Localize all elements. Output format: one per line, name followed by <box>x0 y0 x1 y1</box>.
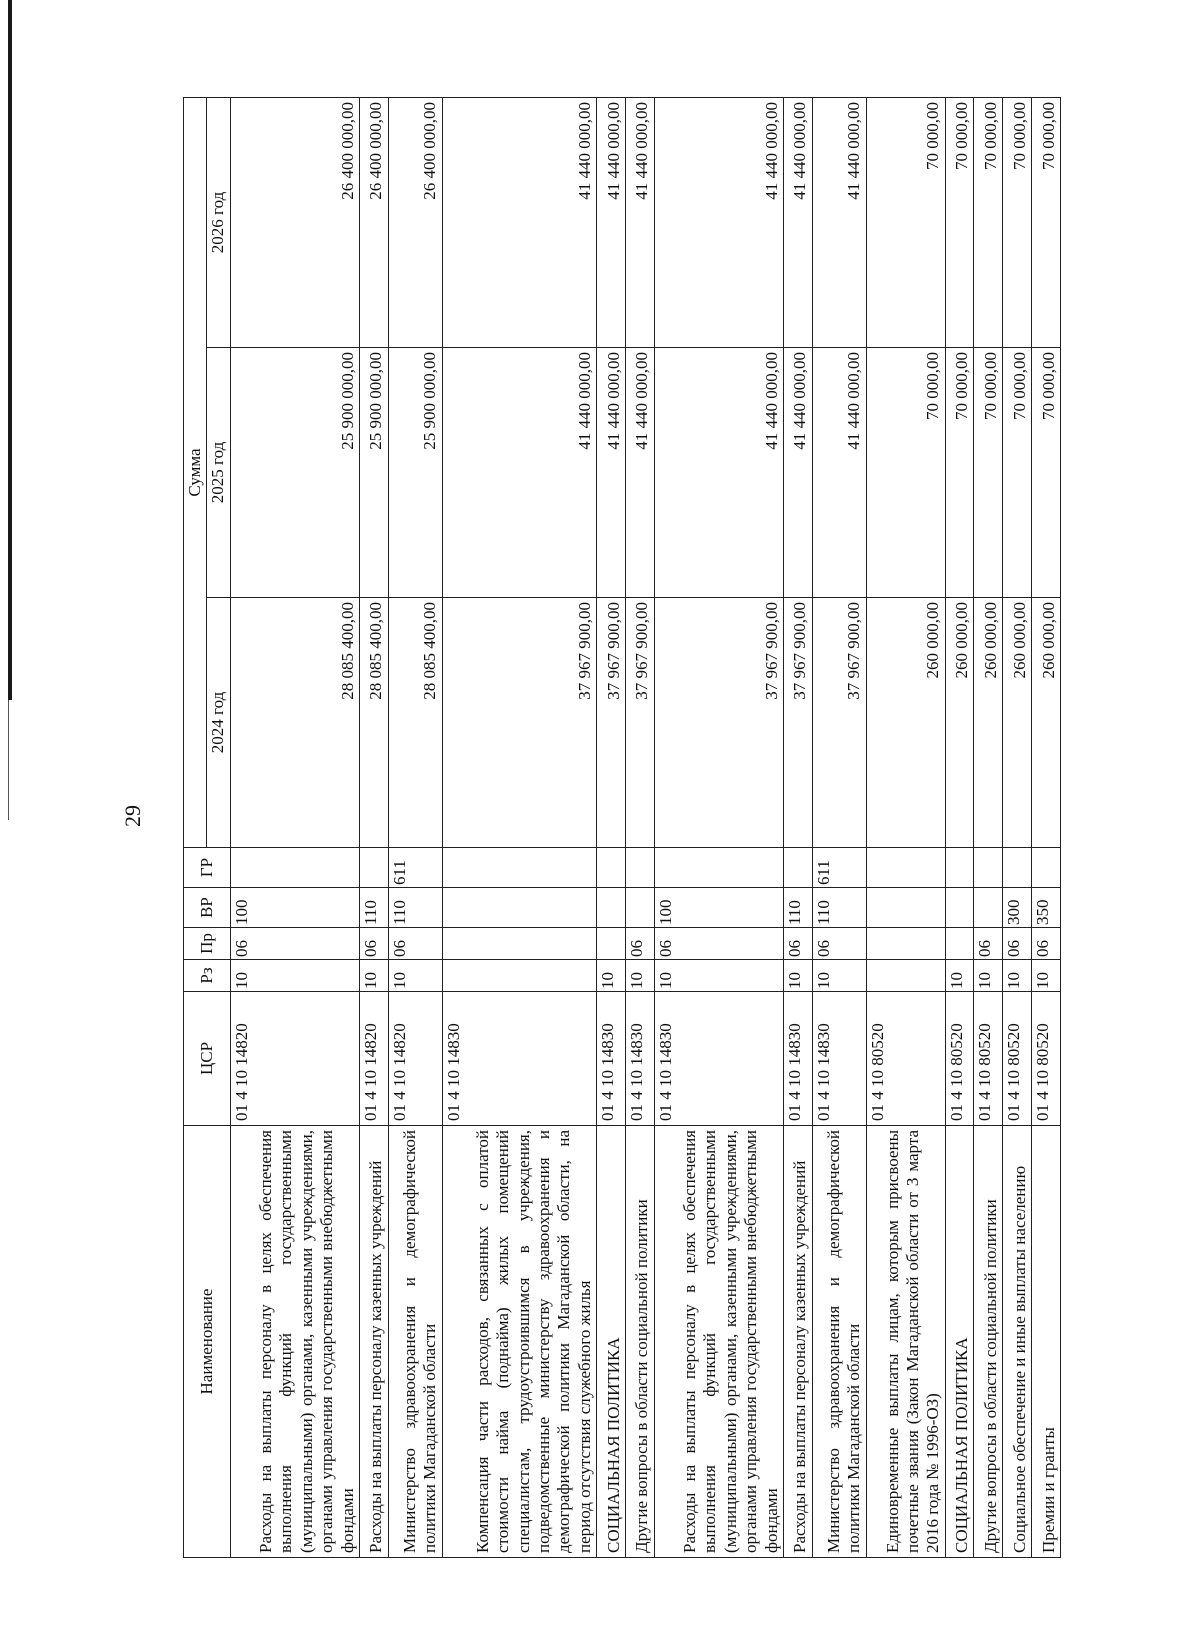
cell-vr <box>442 888 596 928</box>
cell-vr: 300 <box>1003 888 1032 928</box>
cell-pr <box>945 928 974 960</box>
cell-2026: 26 400 000,00 <box>230 98 359 348</box>
table-row <box>230 98 359 1558</box>
cell-2026: 41 440 000,00 <box>442 98 596 348</box>
cell-csr: 01 4 10 80520 <box>945 992 974 1126</box>
cell-csr: 01 4 10 14820 <box>388 992 442 1126</box>
cell-2025: 41 440 000,00 <box>654 348 783 598</box>
header-sum: Сумма <box>184 98 207 848</box>
cell-rz: 10 <box>654 960 783 992</box>
cell-2026: 70 000,00 <box>945 98 974 348</box>
cell-vr: 110 <box>388 888 442 928</box>
cell-rz: 10 <box>230 960 359 992</box>
cell-vr <box>945 888 974 928</box>
cell-csr: 01 4 10 80520 <box>1032 992 1061 1126</box>
table-row <box>812 98 866 1558</box>
table-row <box>625 98 654 1558</box>
cell-rz: 10 <box>1032 960 1061 992</box>
table-row <box>388 98 442 1558</box>
cell-2024: 37 967 900,00 <box>654 598 783 848</box>
cell-pr: 06 <box>783 928 812 960</box>
cell-2024: 37 967 900,00 <box>442 598 596 848</box>
cell-2024: 28 085 400,00 <box>388 598 442 848</box>
table-row <box>866 98 945 1558</box>
cell-name: Премии и гранты <box>1032 1126 1061 1558</box>
cell-gr <box>442 848 596 888</box>
cell-gr <box>1003 848 1032 888</box>
cell-csr: 01 4 10 80520 <box>866 992 945 1126</box>
cell-pr: 06 <box>388 928 442 960</box>
cell-pr: 06 <box>360 928 389 960</box>
header-pr: Пр <box>184 928 231 960</box>
cell-name: Расходы на выплаты персоналу казенных учреждений <box>360 1126 389 1558</box>
cell-csr: 01 4 10 80520 <box>974 992 1003 1126</box>
cell-rz: 10 <box>974 960 1003 992</box>
header-2024: 2024 год <box>207 598 230 848</box>
cell-name: СОЦИАЛЬНАЯ ПОЛИТИКА <box>597 1126 626 1558</box>
cell-gr <box>654 848 783 888</box>
cell-csr: 01 4 10 14830 <box>442 992 596 1126</box>
cell-gr <box>783 848 812 888</box>
cell-2025: 41 440 000,00 <box>442 348 596 598</box>
cell-vr: 110 <box>783 888 812 928</box>
cell-rz: 10 <box>388 960 442 992</box>
cell-2024: 260 000,00 <box>1032 598 1061 848</box>
cell-pr <box>597 928 626 960</box>
cell-2025: 70 000,00 <box>1032 348 1061 598</box>
table-row <box>654 98 783 1558</box>
cell-2026: 41 440 000,00 <box>597 98 626 348</box>
cell-rz: 10 <box>783 960 812 992</box>
cell-2026: 26 400 000,00 <box>360 98 389 348</box>
cell-name: Компенсация части расходов, связанных с оплатой стоимости найма (поднайма) жилых помещений специалистам, трудоустроившимся в учреждения, подведомственные министерству здравоохранения и демографической политики Магаданской области, на период отсутствия служебного жилья <box>442 1126 596 1558</box>
cell-csr: 01 4 10 14830 <box>597 992 626 1126</box>
header-vr: ВР <box>184 888 231 928</box>
cell-2024: 260 000,00 <box>866 598 945 848</box>
budget-table <box>183 97 1061 1558</box>
cell-vr: 100 <box>654 888 783 928</box>
cell-2026: 70 000,00 <box>866 98 945 348</box>
cell-2025: 41 440 000,00 <box>783 348 812 598</box>
header-row-1 <box>184 98 207 1558</box>
cell-vr <box>974 888 1003 928</box>
cell-2026: 70 000,00 <box>974 98 1003 348</box>
cell-gr: 611 <box>812 848 866 888</box>
cell-pr: 06 <box>1032 928 1061 960</box>
cell-2025: 70 000,00 <box>866 348 945 598</box>
cell-rz: 10 <box>597 960 626 992</box>
cell-rz <box>442 960 596 992</box>
cell-2024: 37 967 900,00 <box>783 598 812 848</box>
cell-vr: 100 <box>230 888 359 928</box>
cell-name: Другие вопросы в области социальной политики <box>974 1126 1003 1558</box>
cell-name: Расходы на выплаты персоналу в целях обеспечения выполнения функций государственными (муниципальными) органами, казенными учреждениями, органами управления государственными внебюджетными фондами <box>654 1126 783 1558</box>
cell-gr <box>945 848 974 888</box>
cell-2024: 28 085 400,00 <box>230 598 359 848</box>
cell-vr: 110 <box>812 888 866 928</box>
table-row <box>1003 98 1032 1558</box>
cell-gr <box>866 848 945 888</box>
cell-2025: 25 900 000,00 <box>230 348 359 598</box>
table-row <box>1032 98 1061 1558</box>
cell-rz: 10 <box>812 960 866 992</box>
table-row <box>783 98 812 1558</box>
table-row <box>360 98 389 1558</box>
cell-2025: 41 440 000,00 <box>812 348 866 598</box>
table-row <box>974 98 1003 1558</box>
cell-name: Министерство здравоохранения и демографической политики Магаданской области <box>812 1126 866 1558</box>
cell-pr: 06 <box>1003 928 1032 960</box>
cell-rz: 10 <box>360 960 389 992</box>
cell-2024: 260 000,00 <box>1003 598 1032 848</box>
cell-csr: 01 4 10 14830 <box>783 992 812 1126</box>
cell-name: Расходы на выплаты персоналу казенных учреждений <box>783 1126 812 1558</box>
table-row <box>442 98 596 1558</box>
header-2026: 2026 год <box>207 98 230 348</box>
cell-name: СОЦИАЛЬНАЯ ПОЛИТИКА <box>945 1126 974 1558</box>
cell-2025: 25 900 000,00 <box>388 348 442 598</box>
cell-2024: 260 000,00 <box>945 598 974 848</box>
cell-2026: 41 440 000,00 <box>812 98 866 348</box>
cell-2024: 260 000,00 <box>974 598 1003 848</box>
cell-2025: 41 440 000,00 <box>597 348 626 598</box>
cell-rz: 10 <box>1003 960 1032 992</box>
header-2025: 2025 год <box>207 348 230 598</box>
binding-edge-mark-thin <box>8 700 9 820</box>
cell-rz <box>866 960 945 992</box>
cell-gr <box>625 848 654 888</box>
cell-name: Расходы на выплаты персоналу в целях обеспечения выполнения функций государственными (муниципальными) органами, казенными учреждениями, органами управления государственными внебюджетными фондами <box>230 1126 359 1558</box>
cell-csr: 01 4 10 14830 <box>654 992 783 1126</box>
cell-pr: 06 <box>230 928 359 960</box>
cell-name: Социальное обеспечение и иные выплаты населению <box>1003 1126 1032 1558</box>
cell-gr <box>974 848 1003 888</box>
cell-2024: 28 085 400,00 <box>360 598 389 848</box>
cell-2025: 25 900 000,00 <box>360 348 389 598</box>
cell-pr: 06 <box>625 928 654 960</box>
cell-2024: 37 967 900,00 <box>597 598 626 848</box>
cell-name: Министерство здравоохранения и демографической политики Магаданской области <box>388 1126 442 1558</box>
cell-2026: 41 440 000,00 <box>625 98 654 348</box>
cell-gr <box>597 848 626 888</box>
cell-csr: 01 4 10 14830 <box>625 992 654 1126</box>
cell-2026: 70 000,00 <box>1003 98 1032 348</box>
cell-vr <box>866 888 945 928</box>
cell-csr: 01 4 10 14830 <box>812 992 866 1126</box>
cell-2024: 37 967 900,00 <box>812 598 866 848</box>
cell-2026: 70 000,00 <box>1032 98 1061 348</box>
page-number: 29 <box>120 805 145 827</box>
cell-2026: 41 440 000,00 <box>654 98 783 348</box>
cell-2025: 70 000,00 <box>945 348 974 598</box>
cell-rz: 10 <box>945 960 974 992</box>
binding-edge-mark <box>8 0 12 700</box>
header-name: Наименование <box>184 1126 231 1558</box>
cell-vr <box>597 888 626 928</box>
cell-pr: 06 <box>974 928 1003 960</box>
cell-2026: 41 440 000,00 <box>783 98 812 348</box>
cell-gr <box>1032 848 1061 888</box>
cell-gr <box>360 848 389 888</box>
cell-name: Другие вопросы в области социальной политики <box>625 1126 654 1558</box>
cell-vr <box>625 888 654 928</box>
cell-csr: 01 4 10 80520 <box>1003 992 1032 1126</box>
cell-vr: 350 <box>1032 888 1061 928</box>
header-csr: ЦСР <box>184 992 231 1126</box>
header-gr: ГР <box>184 848 231 888</box>
header-rz: Рз <box>184 960 231 992</box>
cell-2026: 26 400 000,00 <box>388 98 442 348</box>
cell-gr: 611 <box>388 848 442 888</box>
table-row <box>597 98 626 1558</box>
cell-pr: 06 <box>812 928 866 960</box>
cell-pr <box>866 928 945 960</box>
cell-vr: 110 <box>360 888 389 928</box>
cell-2025: 70 000,00 <box>1003 348 1032 598</box>
cell-csr: 01 4 10 14820 <box>230 992 359 1126</box>
cell-pr: 06 <box>654 928 783 960</box>
cell-2024: 37 967 900,00 <box>625 598 654 848</box>
table-row <box>945 98 974 1558</box>
rotated-table-container <box>183 98 1061 1558</box>
cell-gr <box>230 848 359 888</box>
cell-pr <box>442 928 596 960</box>
cell-csr: 01 4 10 14820 <box>360 992 389 1126</box>
cell-rz: 10 <box>625 960 654 992</box>
cell-2025: 41 440 000,00 <box>625 348 654 598</box>
cell-name: Единовременные выплаты лицам, которым присвоены почетные звания (Закон Магаданской области от 3 марта 2016 года № 1996-ОЗ) <box>866 1126 945 1558</box>
cell-2025: 70 000,00 <box>974 348 1003 598</box>
